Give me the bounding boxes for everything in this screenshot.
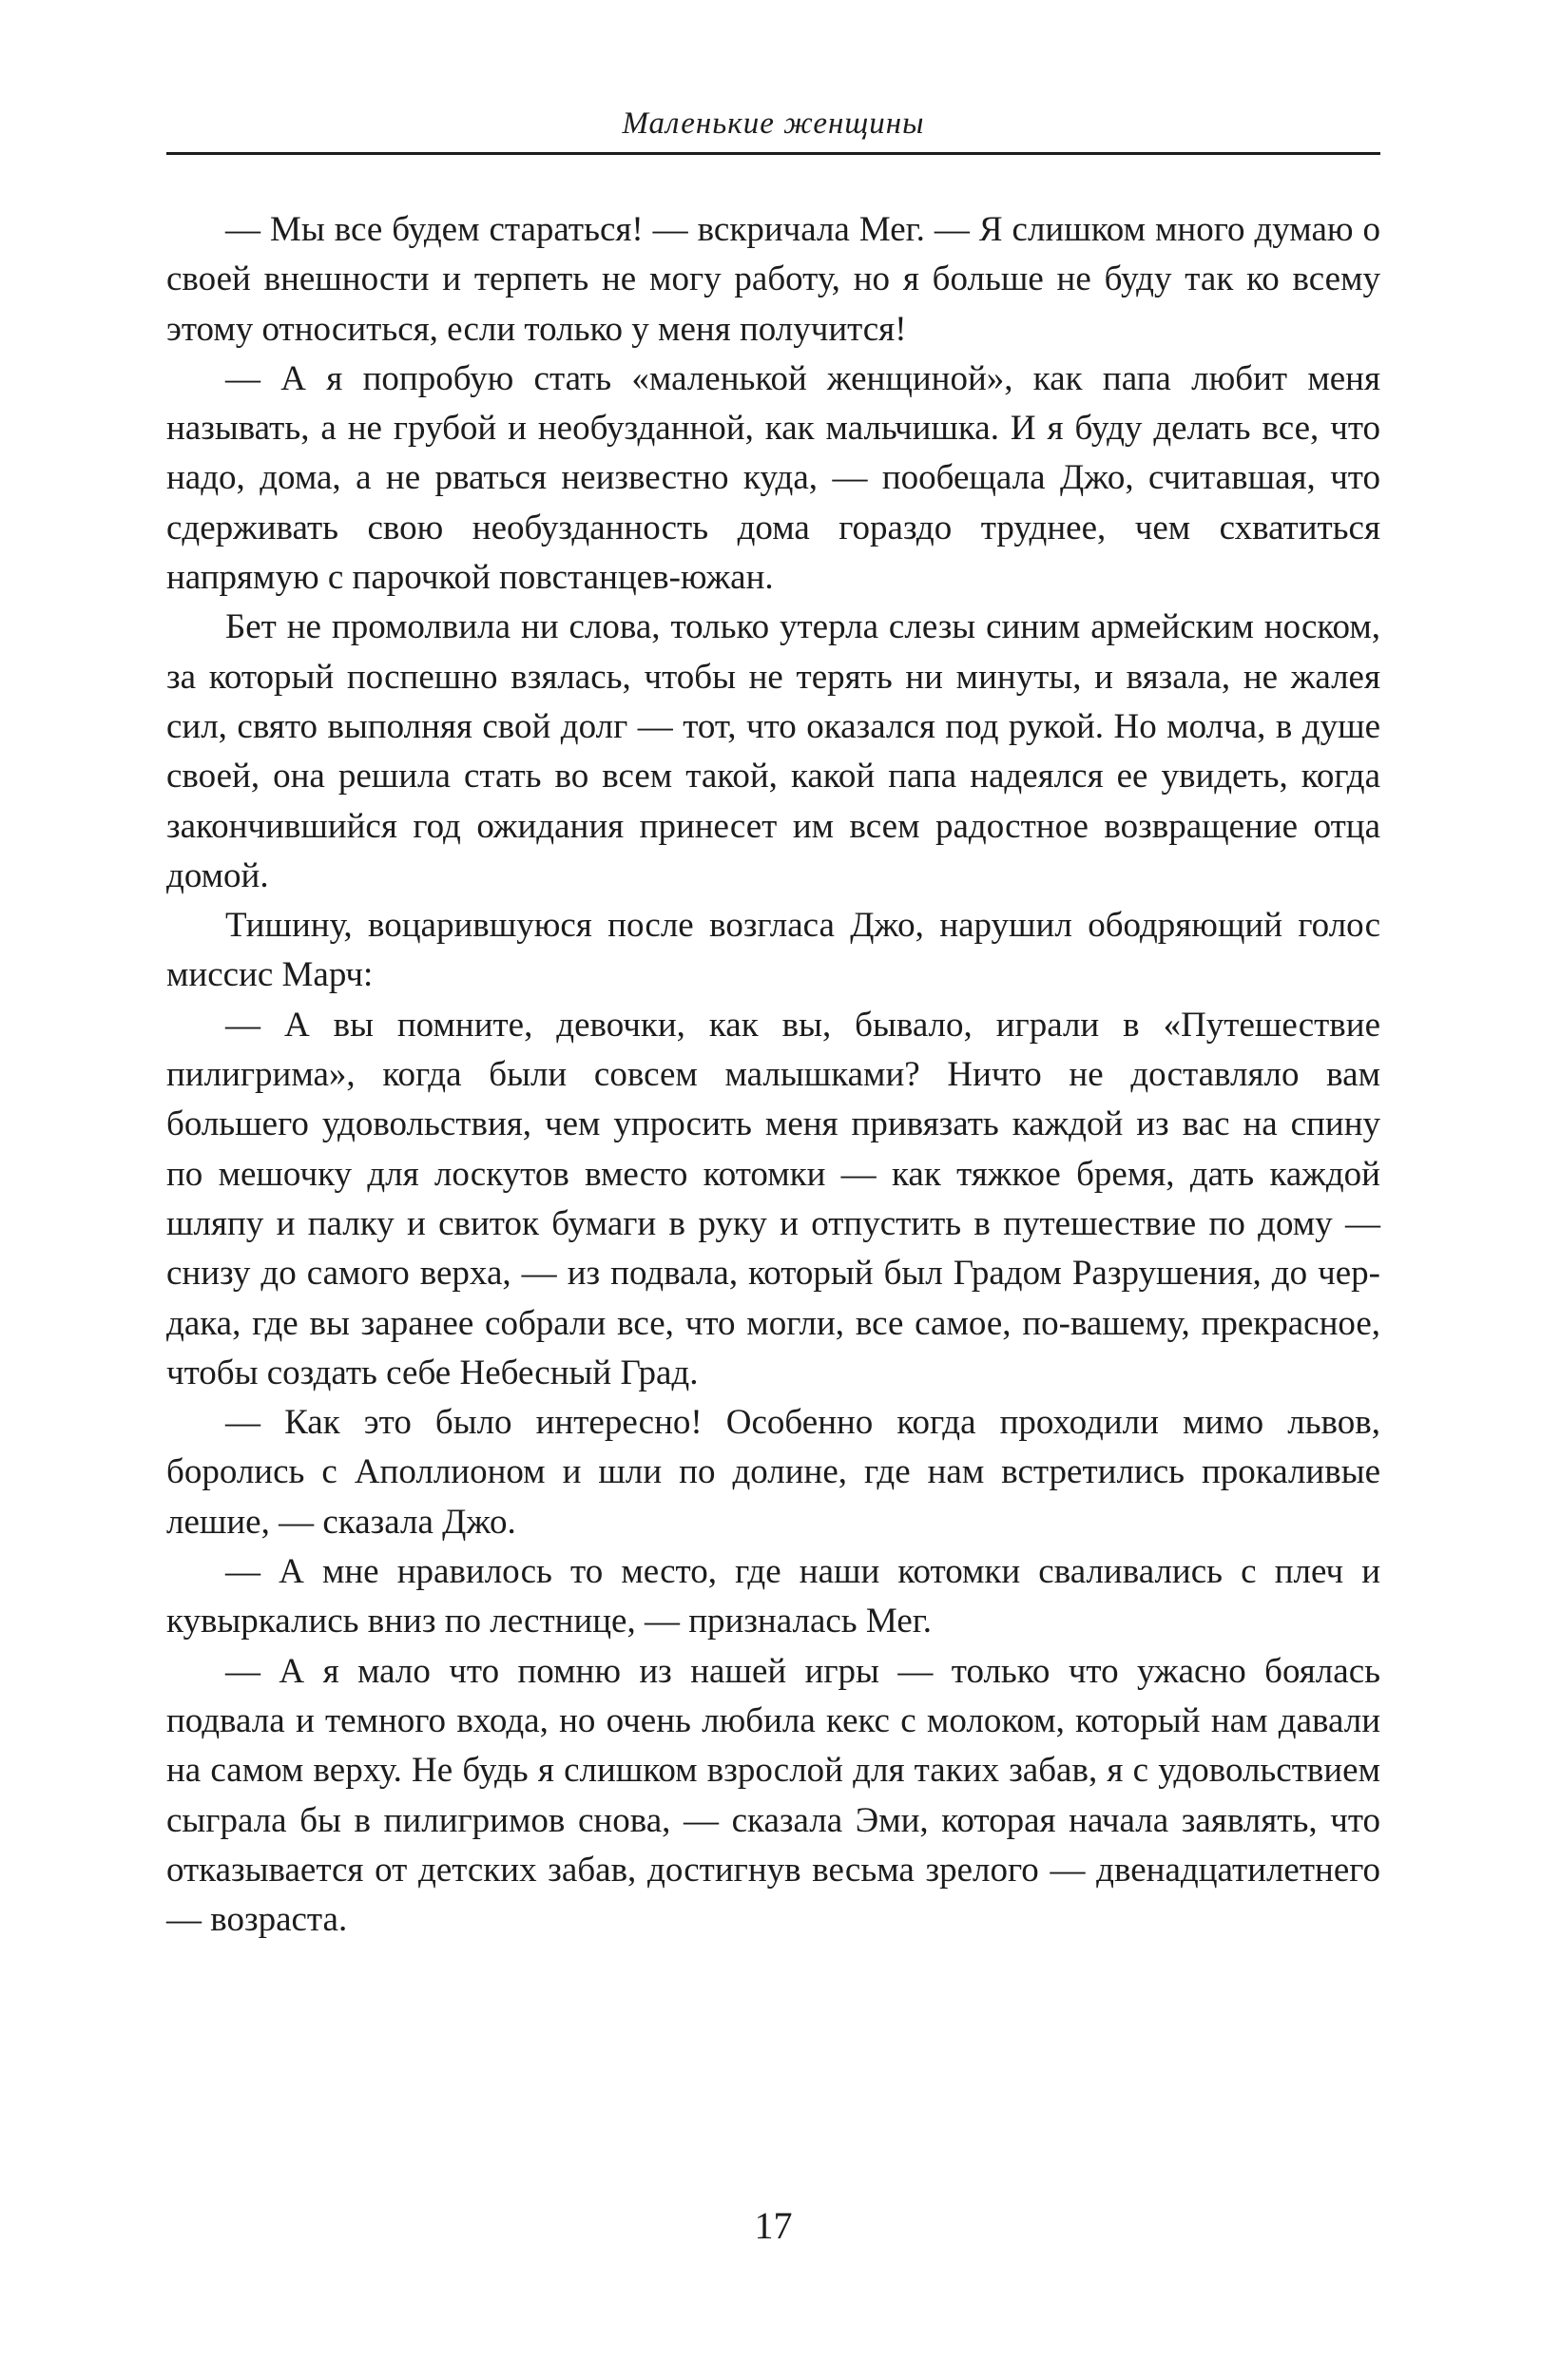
page-number: 17 (754, 2204, 793, 2247)
paragraph: — Мы все будем стараться! — вскричала Мег. — Я слишком много думаю о своей внешности и терпеть не могу работу, но я больше не буду так ко всему этому относиться, если только у меня получится! (166, 210, 1380, 349)
body-text (166, 205, 1380, 1945)
paragraph: — А я попробую стать «маленькой женщиной», как папа любит меня называть, а не грубой и необузданной, как мальчишка. И я буду делать все, что надо, дома, а не рваться неизвестно куда, — пообещала Джо, считавшая, что сдерживать свою необузданность дома гораздо труднее, чем схватиться напрямую с парочкой повстанцев-южан. (166, 358, 1380, 598)
paragraph: — Как это было интересно! Особенно когда проходили мимо львов, боролись с Аполлионом и шли по долине, где нам встретились прокаливые лешие, — сказала Джо. (166, 1403, 1380, 1542)
paragraph: Тишину, воцарившуюся после возгласа Джо, нарушил ободряющий голос миссис Марч: (166, 906, 1380, 995)
paragraph: Бет не промолвила ни слова, только утерла слезы синим армейским носком, за который поспешно взялась, чтобы не терять ни минуты, и вязала, не жалея сил, свято выполняя свой долг — тот, что оказался под рукой. Но молча, в душе своей, она решила стать во всем такой, какой папа надеялся ее увидеть, когда закончившийся год ожидания принесет им всем радостное возвращение отца домой. (166, 607, 1380, 895)
paragraph: — А вы помните, девочки, как вы, бывало, играли в «Путешествие пилигрима», когда были совсем малышками? Ничто не доставляло вам большего удовольствия, чем упросить меня привязать каждой из вас на спину по мешочку для лоскутов вместо котомки — как тяжкое бремя, дать каждой шляпу и палку и свиток бумаги в руку и отпустить в путешествие по дому — снизу до самого верха, — из подвала, который был Градом Разрушения, до чердака, где вы заранее собрали все, что могли, все самое, по-вашему, прекрасное, чтобы создать себе Небесный Град. (166, 1005, 1380, 1392)
running-title: Маленькие женщины (622, 106, 925, 141)
header-rule (166, 152, 1380, 155)
paragraph: — А я мало что помню из нашей игры — только что ужасно боялась подвала и темного входа, но очень любила кекс с молоком, который нам давали на самом верху. Не будь я слишком взрослой для таких забав, я с удовольствием сыграла бы в пилигримов снова, — сказала Эми, которая начала заявлять, что отказывается от детских забав, достигнув весьма зрелого — двенадцатилетнего — возраста. (166, 1651, 1380, 1940)
paragraph: — А мне нравилось то место, где наши котомки сваливались с плеч и кувыркались вниз по лестнице, — призналась Мег. (166, 1552, 1380, 1641)
